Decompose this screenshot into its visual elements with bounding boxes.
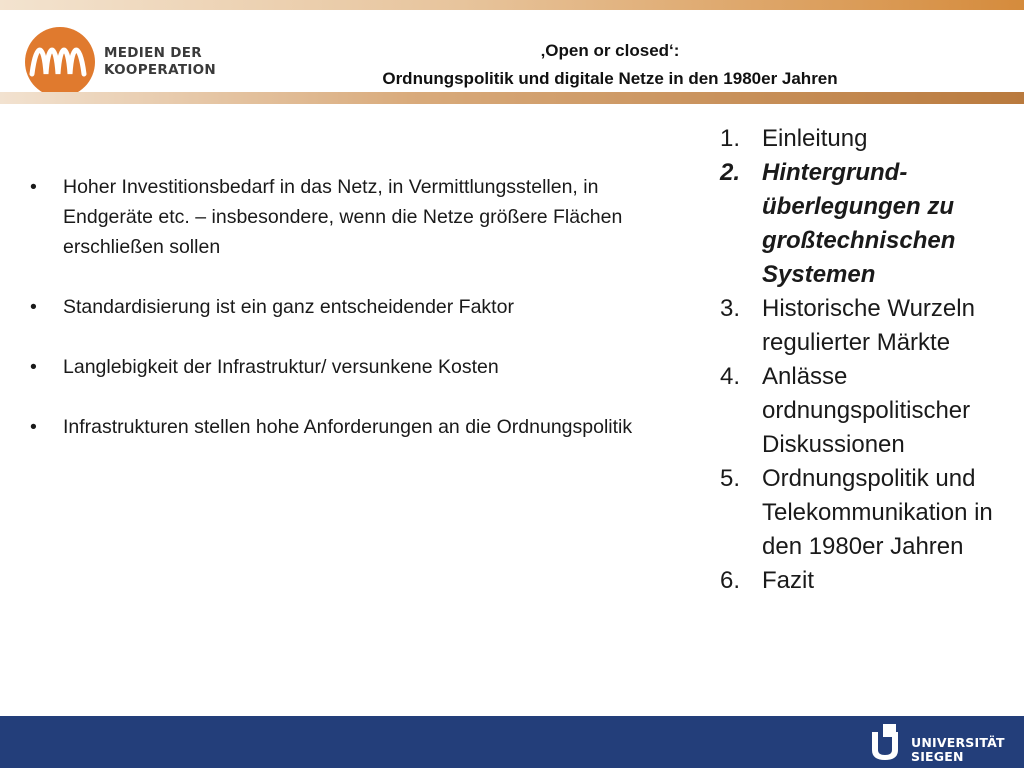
bullet-text: Infrastrukturen stellen hohe Anforderungen an die Ordnungspolitik <box>63 416 633 438</box>
bullet-item <box>30 172 640 262</box>
top-decor-bar <box>0 0 1024 10</box>
bullet-dot-icon: • <box>30 176 37 198</box>
uni-logo-line1: UNIVERSITÄT <box>911 735 1005 750</box>
bullet-item <box>30 292 640 322</box>
slide-title-line2: Ordnungspolitik und digitale Netze in den 1980er Jahren <box>382 69 838 88</box>
logo-text-line1: MEDIEN DER <box>104 45 202 61</box>
agenda-item <box>720 292 1020 360</box>
logo-text-line2: KOOPERATION <box>104 62 217 78</box>
agenda-item <box>720 122 1020 156</box>
agenda-item-number: 6. <box>720 567 741 594</box>
agenda-item-number: 5. <box>720 465 741 492</box>
bullet-dot-icon: • <box>30 296 37 318</box>
agenda-item-number: 3. <box>720 295 741 322</box>
bullet-item <box>30 352 640 382</box>
agenda-item-number: 4. <box>720 363 741 390</box>
bullet-text: Langlebigkeit der Infrastruktur/ versunkene Kosten <box>63 356 499 378</box>
agenda-item-label: Ordnungspolitik und Telekommunikation in den 1980er Jahren <box>762 465 993 560</box>
bullet-list <box>30 172 640 472</box>
bullet-dot-icon: • <box>30 416 37 438</box>
slide-title-line1: ‚Open or closed‘: <box>540 41 680 60</box>
bullet-dot-icon: • <box>30 356 37 378</box>
agenda-item-number: 2. <box>720 159 741 186</box>
agenda-item <box>720 462 1020 564</box>
uni-logo-line2: SIEGEN <box>911 749 964 764</box>
agenda-item-label: Hintergrund-überlegungen zu großtechnischen Systemen <box>762 159 956 288</box>
agenda-item <box>720 360 1020 462</box>
uni-square-icon <box>883 724 896 737</box>
bullet-text: Standardisierung ist ein ganz entscheidender Faktor <box>63 296 514 318</box>
bullet-item <box>30 412 640 442</box>
agenda-item-number: 1. <box>720 125 741 152</box>
agenda-item <box>720 564 1020 598</box>
uni-logo-text <box>911 736 1005 764</box>
header-decor-band <box>0 92 1024 104</box>
slide-title <box>330 37 890 93</box>
agenda-item-label: Fazit <box>762 567 815 594</box>
slide-header <box>0 10 1024 92</box>
agenda-item-label: Einleitung <box>762 125 868 152</box>
bullet-text: Hoher Investitionsbedarf in das Netz, in Vermittlungsstellen, in Endgeräte etc. – insbesondere, wenn die Netze größere Flächen erschließen sollen <box>63 176 623 258</box>
agenda-item-label: Anlässe ordnungspolitischer Diskussionen <box>762 363 971 458</box>
agenda-item-current <box>720 156 1020 292</box>
agenda-list <box>720 122 1020 598</box>
agenda-item-label: Historische Wurzeln regulierter Märkte <box>762 295 975 356</box>
logo-text <box>104 45 216 79</box>
